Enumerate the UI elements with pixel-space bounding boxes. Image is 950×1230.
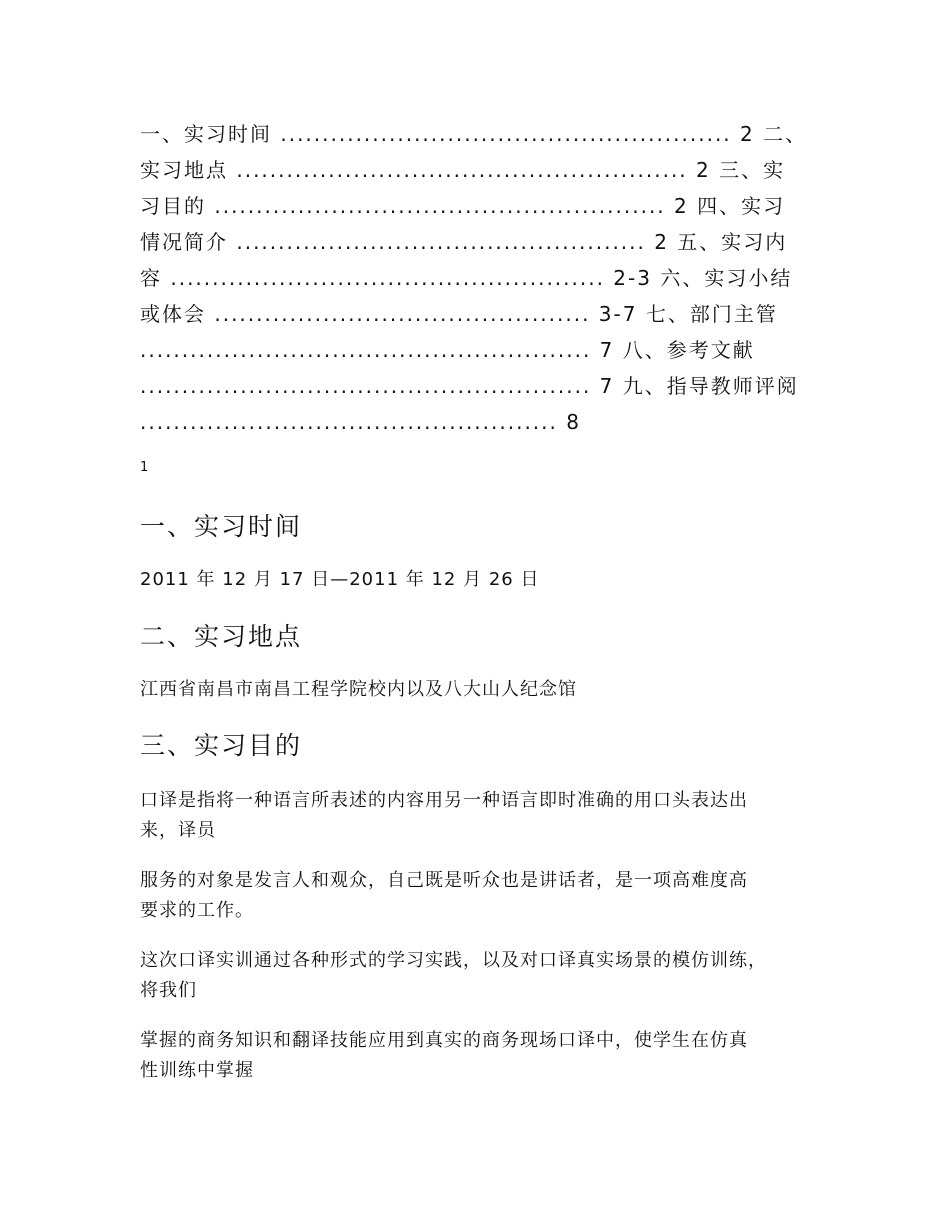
text-line: 服务的对象是发言人和观众，自己既是听众也是讲话者，是一项高难度高 [140,870,748,891]
toc-line: 情况简介 ................................................. 2 五、实习内 [140,230,788,254]
text-line: 将我们 [140,980,197,1001]
toc-line: 实习地点 ...................................................... 2 三、实 [140,158,786,182]
section-body-time [140,565,830,595]
text-line: 江西省南昌市南昌工程学院校内以及八大山人纪念馆 [140,679,577,700]
section-body-location [140,675,830,705]
text-line: 口译是指将一种语言所表述的内容用另一种语言即时准确的用口头表达出 [140,790,748,811]
text-line: 2011 年 12 月 17 日—2011 年 12 月 26 日 [140,569,540,590]
text-line: 掌握的商务知识和翻译技能应用到真实的商务现场口译中，使学生在仿真 [140,1030,748,1051]
paragraph [140,946,830,1006]
text-line: 来，译员 [140,820,216,841]
toc-line: 一、实习时间 ...................................................... 2 二、 [140,122,808,146]
text-line: 性训练中掌握 [140,1060,254,1081]
toc-line: .................................................. 8 [140,410,581,434]
text-line: 这次口译实训通过各种形式的学习实践，以及对口译真实场景的模仿训练， [140,950,767,971]
table-of-contents [140,116,820,440]
section-heading-purpose: 三、实习目的 [140,731,303,760]
paragraph [140,1026,830,1086]
paragraph [140,866,830,926]
toc-line: 或体会 ............................................. 3-7 七、部门主管 [140,302,778,326]
section-heading-time: 一、实习时间 [140,512,303,541]
text-line: 要求的工作。 [140,900,254,921]
page-number: 1 [140,460,149,475]
paragraph [140,786,830,846]
toc-line: 习目的 ...................................................... 2 四、实习 [140,194,786,218]
toc-line: 容 .................................................... 2-3 六、实习小结 [140,266,793,290]
toc-line: ...................................................... 7 八、参考文献 [140,338,755,362]
toc-line: ...................................................... 7 九、指导教师评阅 [140,374,799,398]
section-heading-location: 二、实习地点 [140,622,303,651]
